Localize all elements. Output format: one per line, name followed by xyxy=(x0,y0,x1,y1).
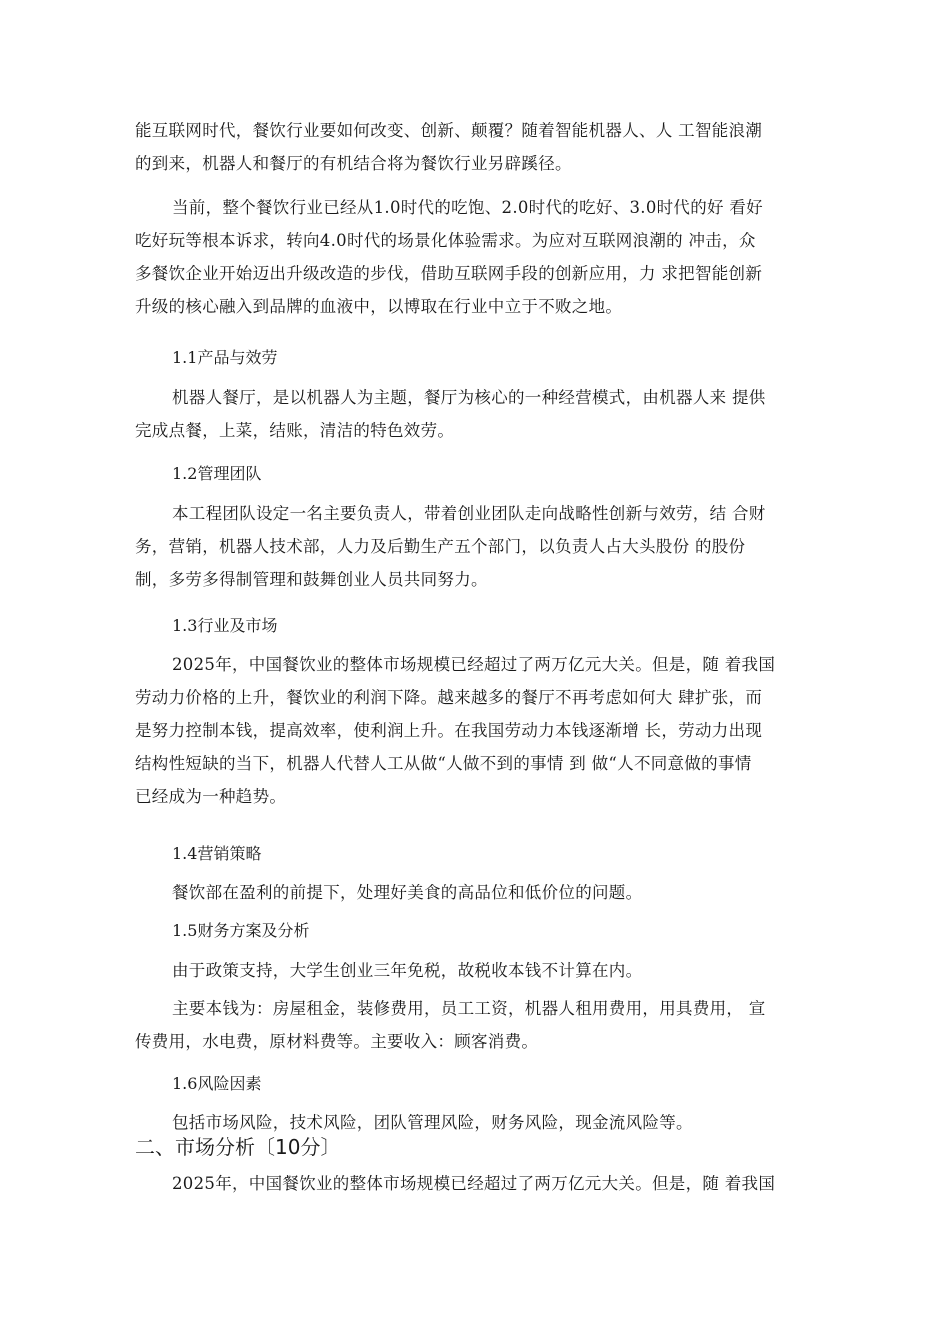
text-line: 务，营销，机器人技术部，人力及后勤生产五个部门，以负责人占大头股份 的股份 xyxy=(135,537,746,556)
text-line: 传费用，水电费，原材料费等。主要收入：顾客消费。 xyxy=(135,1032,539,1051)
text-line: 多餐饮企业开始迈出升级改造的步伐，借助互联网手段的创新应用，力 求把智能创新 xyxy=(135,264,763,283)
section-2-title: 二、市场分析〔10分〕 xyxy=(135,1135,341,1159)
text-line: 由于政策支持，大学生创业三年免税，故税收本钱不计算在内。 xyxy=(172,961,643,980)
heading-1-6: 1.6风险因素 xyxy=(172,1074,262,1093)
heading-1-1: 1.1产品与效劳 xyxy=(172,348,278,367)
text-line: 能互联网时代，餐饮行业要如何改变、创新、颠覆？随着智能机器人、人 工智能浪潮 xyxy=(135,121,763,140)
heading-1-3: 1.3行业及市场 xyxy=(172,616,278,635)
paragraph-1-4 xyxy=(135,876,825,909)
paragraph-2-1 xyxy=(135,1167,825,1200)
text-line: 劳动力价格的上升，餐饮业的利润下降。越来越多的餐厅不再考虑如何大 肆扩张，而 xyxy=(135,688,763,707)
text-line: 已经成为一种趋势。 xyxy=(135,787,287,806)
text-line: 当前，整个餐饮行业已经从1.0时代的吃饱、2.0时代的吃好、3.0时代的好 看好 xyxy=(172,198,763,217)
text-line: 结构性短缺的当下，机器人代替人工从做“人做不到的事情 到 做“人不同意做的事情 xyxy=(135,754,752,773)
text-line: 的到来，机器人和餐厅的有机结合将为餐饮行业另辟蹊径。 xyxy=(135,154,572,173)
text-line: 是努力控制本钱，提高效率，使利润上升。在我国劳动力本钱逐渐增 长，劳动力出现 xyxy=(135,721,763,740)
paragraph-1-5a xyxy=(135,954,825,987)
text-line: 餐饮部在盈利的前提下，处理好美食的高品位和低价位的问题。 xyxy=(172,883,643,902)
heading-1-2: 1.2管理团队 xyxy=(172,464,262,483)
paragraph-1-2 xyxy=(135,497,825,596)
paragraph-1-1 xyxy=(135,381,825,447)
text-line: 2025年，中国餐饮业的整体市场规模已经超过了两万亿元大关。但是，随 着我国 xyxy=(172,655,776,674)
heading-1-5: 1.5财务方案及分析 xyxy=(172,921,310,940)
paragraph-current xyxy=(135,191,825,323)
text-line: 主要本钱为：房屋租金，装修费用，员工工资，机器人租用费用，用具费用， 宣 xyxy=(172,999,766,1018)
text-line: 升级的核心融入到品牌的血液中，以博取在行业中立于不败之地。 xyxy=(135,297,623,316)
text-line: 完成点餐，上菜，结账，清洁的特色效劳。 xyxy=(135,421,455,440)
paragraph-1-3 xyxy=(135,648,825,813)
text-line: 机器人餐厅，是以机器人为主题，餐厅为核心的一种经营模式，由机器人来 提供 xyxy=(172,388,766,407)
text-line: 吃好玩等根本诉求，转向4.0时代的场景化体验需求。为应对互联网浪潮的 冲击，众 xyxy=(135,231,756,250)
text-line: 制，多劳多得制管理和鼓舞创业人员共同努力。 xyxy=(135,570,488,589)
text-line: 本工程团队设定一名主要负责人，带着创业团队走向战略性创新与效劳，结 合财 xyxy=(172,504,766,523)
paragraph-1-5b xyxy=(135,992,825,1058)
text-line: 包括市场风险，技术风险，团队管理风险，财务风险，现金流风险等。 xyxy=(172,1113,693,1132)
heading-1-4: 1.4营销策略 xyxy=(172,844,262,863)
paragraph-intro xyxy=(135,114,825,180)
text-line: 2025年，中国餐饮业的整体市场规模已经超过了两万亿元大关。但是，随 着我国 xyxy=(172,1174,776,1193)
